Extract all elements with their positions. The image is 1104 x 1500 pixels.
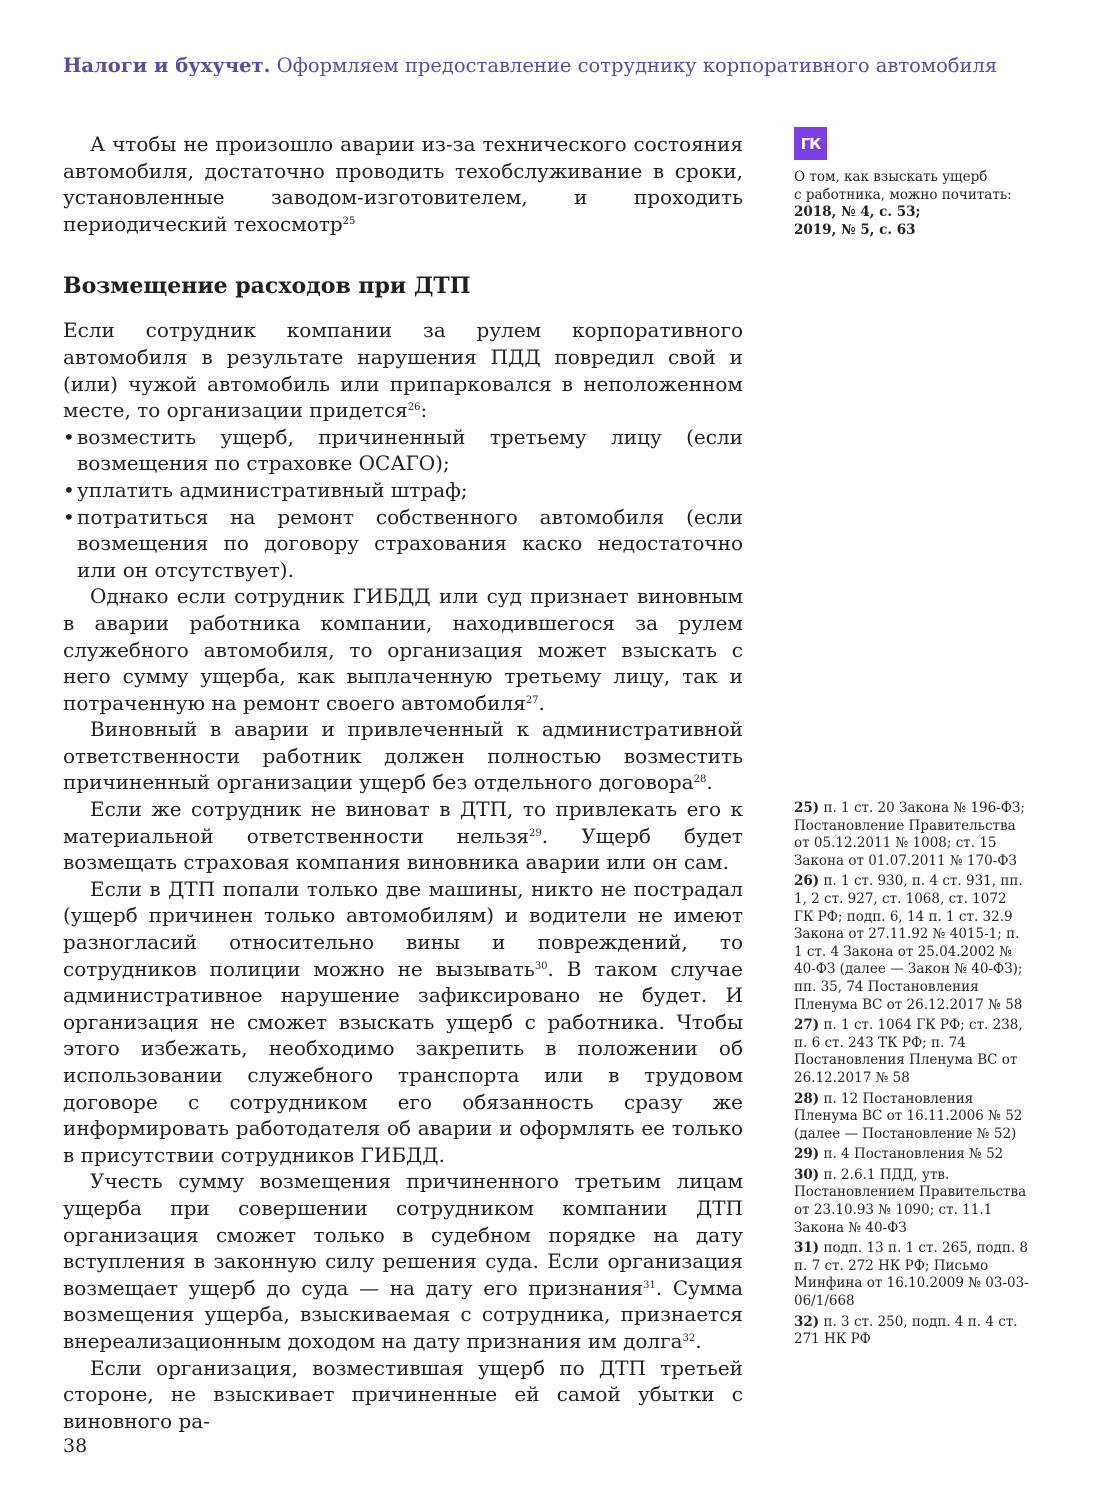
list-item: • возместить ущерб, причиненный третьему лицу (если возмещения по страховке ОСАГО); [63,424,743,477]
sidebar-text-1: О том, как взыскать ущерб [794,169,988,185]
footnote-ref: 31 [643,1279,656,1291]
sidebar-text-2: с работника, можно почитать: [794,186,1012,203]
paragraph: Если же сотрудник не виноват в ДТП, то привлекать его к материальной ответственности нельзя$^{29}$. Ущерб будет возмещать страховая компания виновника аварии или он сам. [63,797,743,875]
page-number: 38 [63,1435,88,1457]
list-item: • потратиться на ремонт собственного автомобиля (если возмещения по договору страхования каско недостаточно или он отсутствует). [63,504,743,584]
paragraph: Если организация, возместившая ущерб по ДТП третьей стороне, не взыскивает причиненные ей самой убытки с виновного ра- [63,1355,743,1433]
footnote: 27) п. 1 ст. 1064 ГК РФ; ст. 238, п. 6 ст. 243 ТК РФ; п. 74 Постановления Пленума ВС от 26.12.2017 № 58 [794,1017,1023,1086]
footnote: 28) п. 12 Постановления Пленума ВС от 16.11.2006 № 52 (далее — Постановление № 52) [794,1090,1023,1142]
bullet-list [63,424,743,584]
paragraph-lead: Если сотрудник компании за рулем корпоративного автомобиля в результате нарушения ПДД повредил свой и (или) чужой автомобиль или припарковался в неположенном месте, то организации придется$^{26}$: [63,318,743,423]
footnote-ref: 25 [342,215,356,227]
footnotes [794,800,1029,1352]
footnote-ref: 29 [529,827,542,839]
footnote-ref: 26 [407,402,421,414]
sidebar-ref-1: 2018, № 4, с. 53; [794,204,921,220]
paragraph: Виновный в аварии и привлеченный к административной ответственности работник должен полностью возместить причиненный организации ущерб без отдельного договора$^{28}$. [63,717,743,795]
footnote: 26) п. 1 ст. 930, п. 4 ст. 931, пп. 1, 2 ст. 927, ст. 1068, ст. 1072 ГК РФ; подп. 6, 14 п. 1 ст. 32.9 Закона от 27.11.92 № 4015-1; п. 1 ст. 4 Закона от 25.04.2002 № 40-ФЗ (далее — Закон № 40-ФЗ); пп. 35, 74 Постановления Пленума ВС от 26.12.2017 № 58 [794,873,1023,1013]
footnote: 29) п. 4 Постановления № 52 [794,1146,1004,1163]
paragraph: Учесть сумму возмещения причиненного третьим лицам ущерба при совершении сотрудником компании ДТП организация сможет только в судебном порядке на дату вступления в законную силу решения суда. Если организация возмещает ущерб до суда — на дату его признания$^{31}$. Сумма возмещения ущерба, взыскиваемая с сотрудника, признается внереализационным доходом на дату признания им долга$^{32}$. [63,1169,743,1353]
footnote: 30) п. 2.6.1 ПДД, утв. Постановлением Правительства от 23.10.93 № 1090; ст. 11.1 Закона № 40-ФЗ [794,1166,1027,1236]
footnote: 31) подп. 13 п. 1 ст. 265, подп. 8 п. 7 ст. 272 НК РФ; Письмо Минфина от 16.10.2009 № 03-03-06/1/668 [794,1240,1029,1310]
footnote-ref: 27 [525,694,539,706]
main-column [63,131,743,1434]
running-header [63,54,1063,77]
list-item: • уплатить административный штраф; [63,477,743,504]
paragraph-intro: А чтобы не произошло аварии из-за технического состояния автомобиля, достаточно проводить техобслуживание в сроки, установленные заводом-изготовителем, и проходить периодический техосмотр$^{25}$ [63,132,743,236]
sidebar-ref-2: 2019, № 5, с. 63 [794,221,916,238]
sidebar-note [794,169,1034,239]
footnote-ref: 32 [682,1332,696,1344]
gk-logo-icon: ГК [794,127,827,160]
footnote: 32) п. 3 ст. 250, подп. 4 п. 4 ст. 271 НК РФ [794,1313,1018,1348]
footnote: 25) п. 1 ст. 20 Закона № 196-ФЗ; Постановление Правительства от 05.12.2011 № 1008; ст. 15 Закона от 01.07.2011 № 170-ФЗ [794,800,1025,869]
footnote-ref: 30 [534,960,548,972]
header-section: Налоги и бухучет. [63,54,271,77]
footnote-ref: 28 [693,774,707,786]
section-heading: Возмещение расходов при ДТП [63,273,471,300]
paragraph: Если в ДТП попали только две машины, никто не пострадал (ущерб причинен только автомобилям) и водители не имеют разногласий относительно вины и повреждений, то сотрудников полиции можно не вызывать$^{30}$. В таком случае административное нарушение зафиксировано не будет. И организация не сможет взыскать ущерб с работника. Чтобы этого избежать, необходимо закрепить в положении об использовании служебного транспорта или в трудовом договоре с сотрудником его обязанность сразу же информировать работодателя об аварии и оформлять ее только в присутствии сотрудников ГИБДД. [63,876,744,1167]
header-title: Оформляем предоставление сотруднику корпоративного автомобиля [270,54,998,77]
paragraph: Однако если сотрудник ГИБДД или суд признает виновным в аварии работника компании, находившегося за рулем служебного автомобиля, то организация может взыскать с него сумму ущерба, как выплаченную третьему лицу, так и потраченную на ремонт своего автомобиля$^{27}$. [63,584,743,715]
